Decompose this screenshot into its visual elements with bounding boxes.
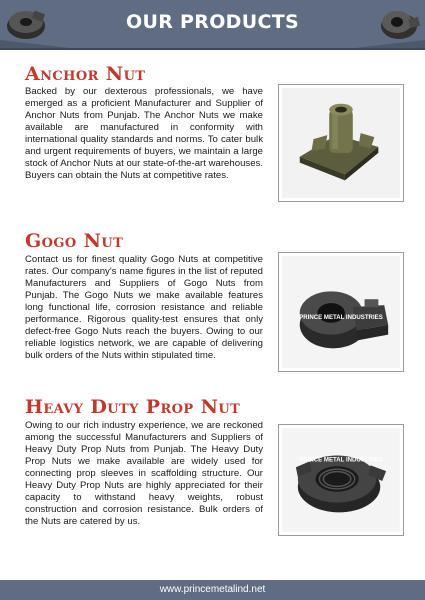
- product-description: Contact us for finest quality Gogo Nuts at competitive rates. Our company's name figures in the list of reputed Manufacturers and Suppliers of Gogo Nuts from Punjab. The Gogo Nuts we make available features long functional life, corrosion resistance and reliable performance. Rigorous quality-test ensures that only defect-free Gogo Nuts reach the buyers. Owing to our reliable logistics network, we are capable of delivering bulk orders of the Nuts within stipulated time.: [25, 254, 263, 361]
- product-photo-heavy-duty-prop-nut: [278, 424, 404, 536]
- watermark-text: PRINCE METAL INDUSTRIES: [299, 313, 383, 321]
- product-title: Anchor Nut: [25, 63, 146, 85]
- page-title: OUR PRODUCTS: [126, 11, 299, 33]
- product-photo-anchor-nut: [278, 84, 404, 202]
- gogo-nut-image: [282, 256, 400, 368]
- website-link[interactable]: www.princemetalind.net: [159, 584, 266, 595]
- product-description: Owing to our rich industry experience, we are reckoned among the successful Manufacturers and Suppliers of Heavy Duty Prop Nuts from Punjab. The Heavy Duty Prop Nuts we make available are widely used for connecting prop sleeves in scaffolding structure. Our Heavy Duty Prop Nuts are highly appreciated for their capacity to withstand heavy weights, robust construction and corrosion resistance. Bulk orders of the Nuts are catered by us.: [25, 420, 263, 527]
- corner-nut-image-right: [376, 2, 422, 44]
- watermark-text: PRINCE METAL INDUSTRIES: [299, 456, 383, 464]
- product-description: Backed by our dexterous professionals, we have emerged as a proficient Manufacturer and Supplier of Anchor Nuts from Punjab. The Anchor Nuts we make available are manufactured in conformity with international quality standards and norms. To cater bulk and urgent requirements of buyers, we maintain a large stock of Anchor Nuts at our state-of-the-art warehouses. Buyers can obtain the Nuts at competitive rates.: [25, 86, 263, 181]
- product-title: Gogo Nut: [25, 230, 124, 252]
- page-header: [0, 0, 425, 50]
- product-photo-gogo-nut: [278, 252, 404, 372]
- page-footer: [0, 580, 425, 600]
- product-title: Heavy Duty Prop Nut: [25, 396, 241, 418]
- heavy-duty-prop-nut-image: [282, 428, 400, 532]
- anchor-nut-image: [282, 88, 400, 198]
